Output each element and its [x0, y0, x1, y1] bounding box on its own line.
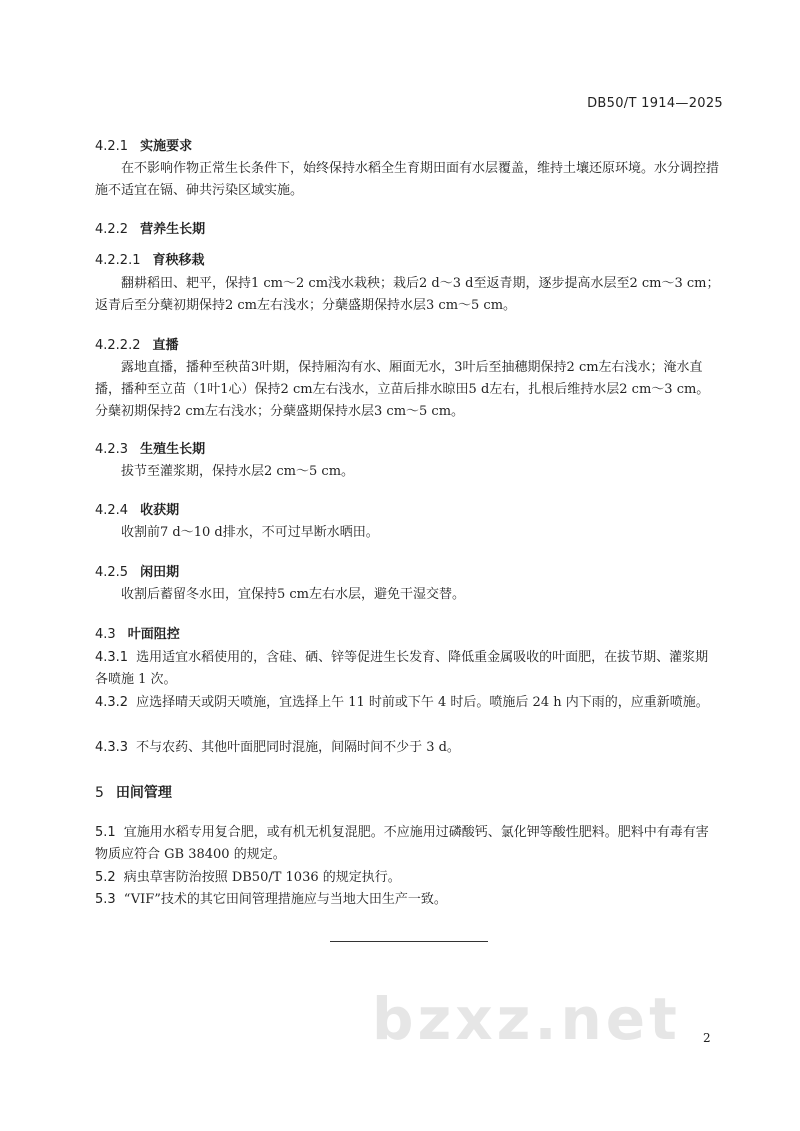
- section-title: 直播: [152, 338, 179, 353]
- clause-4-3-2: [95, 692, 720, 714]
- clause-5-1: [95, 822, 720, 866]
- section-title: 闲田期: [140, 565, 180, 580]
- paragraph-4-2-2-1: 翻耕稻田、耙平，保持1 cm～2 cm浅水栽秧；栽后2 d～3 d至返青期，逐步提高水层至2 cm～3 cm；返青后至分蘖初期保持2 cm左右浅水；分蘖盛期保持水层3 cm～5 cm。: [95, 276, 720, 313]
- clause-text: 应选择晴天或阴天喷施，宜选择上午 11 时前或下午 4 时后。喷施后 24 h 内下雨的，应重新喷施。: [136, 695, 709, 710]
- clause-text: 病虫草害防治按照 DB50/T 1036 的规定执行。: [123, 870, 401, 885]
- section-title: 实施要求: [140, 139, 193, 154]
- clause-4-3-3: [95, 737, 720, 759]
- clause-number: 5.1: [95, 825, 116, 840]
- clause-number: 5.3: [95, 892, 116, 907]
- heading-4-2-1: [95, 135, 192, 154]
- heading-4-2-5: [95, 561, 179, 580]
- paragraph-4-2-3: 拔节至灌浆期，保持水层2 cm～5 cm。: [121, 464, 355, 479]
- section-title: 收获期: [140, 503, 180, 518]
- clause-number: 5.2: [95, 870, 116, 885]
- standard-code: DB50/T 1914—2025: [587, 96, 723, 111]
- section-number: 4.2.2: [95, 222, 129, 237]
- section-number: 4.2.4: [95, 503, 129, 518]
- paragraph-4-2-1: 在不影响作物正常生长条件下，始终保持水稻全生育期田面有水层覆盖，维持土壤还原环境。水分调控措施不适宜在镉、砷共污染区域实施。: [95, 161, 720, 198]
- heading-4-2-4: [95, 499, 179, 518]
- section-number: 4.2.5: [95, 565, 129, 580]
- section-title: 田间管理: [115, 785, 172, 801]
- paragraph-4-2-2-2: 露地直播，播种至秧苗3叶期，保持厢沟有水、厢面无水，3叶后至抽穗期保持2 cm左右浅水；淹水直播，播种至立苗（1叶1心）保持2 cm左右浅水，立苗后排水晾田5 d左右，扎根后维持水层2 cm～3 cm。分蘖初期保持2 cm左右浅水；分蘖盛期保持水层3 cm～5 cm。: [95, 360, 710, 419]
- section-title: 生殖生长期: [140, 442, 206, 457]
- section-number: 4.2.3: [95, 442, 129, 457]
- heading-5: [95, 782, 172, 802]
- paragraph-4-2-5: 收割后蓄留冬水田，宜保持5 cm左右水层，避免干湿交替。: [121, 587, 466, 602]
- heading-4-2-2-1: [95, 249, 205, 268]
- section-number: 4.2.2.2: [95, 338, 141, 353]
- section-number: 4.2.2.1: [95, 253, 141, 268]
- section-number: 4.3: [95, 627, 116, 642]
- heading-4-2-2: [95, 218, 205, 237]
- paragraph-4-2-4: 收割前7 d～10 d排水，不可过早断水晒田。: [121, 525, 379, 540]
- page-number: 2: [703, 1031, 711, 1045]
- clause-number: 4.3.2: [95, 695, 129, 710]
- clause-text: “VIF”技术的其它田间管理措施应与当地大田生产一致。: [123, 892, 447, 907]
- clause-4-3-1: [95, 647, 720, 691]
- heading-4-2-2-2: [95, 334, 179, 353]
- end-rule: [330, 941, 488, 942]
- section-title: 叶面阻控: [127, 627, 180, 642]
- clause-5-2: [95, 867, 720, 889]
- section-number: 5: [95, 785, 104, 801]
- clause-number: 4.3.3: [95, 740, 129, 755]
- clause-5-3: [95, 889, 720, 911]
- clause-number: 4.3.1: [95, 650, 129, 665]
- section-number: 4.2.1: [95, 139, 129, 154]
- heading-4-3: [95, 623, 180, 642]
- section-title: 育秧移栽: [152, 253, 205, 268]
- watermark: bzxz.net: [372, 985, 681, 1053]
- section-title: 营养生长期: [140, 222, 206, 237]
- clause-text: 不与农药、其他叶面肥同时混施，间隔时间不少于 3 d。: [136, 740, 460, 755]
- heading-4-2-3: [95, 438, 205, 457]
- clause-text: 选用适宜水稻使用的，含硅、硒、锌等促进生长发育、降低重金属吸收的叶面肥，在拔节期、灌浆期各喷施 1 次。: [95, 650, 709, 687]
- clause-text: 宜施用水稻专用复合肥，或有机无机复混肥。不应施用过磷酸钙、氯化钾等酸性肥料。肥料中有毒有害物质应符合 GB 38400 的规定。: [95, 825, 709, 862]
